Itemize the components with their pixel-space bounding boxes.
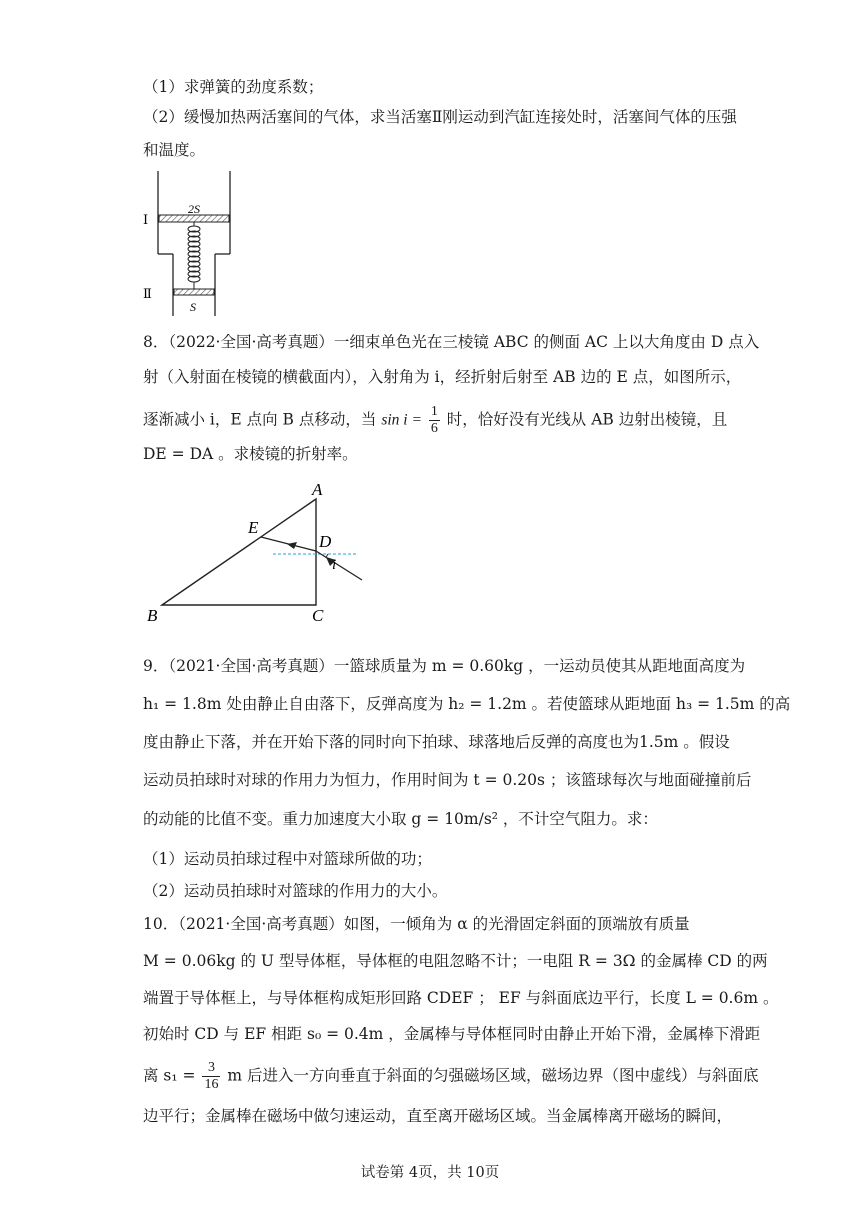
prism-figure	[140, 478, 380, 628]
q9-line5: 的动能的比值不变。重力加速度大小取 g = 10m/s² ，不计空气阻力。求：	[143, 810, 658, 828]
label-C: C	[312, 606, 324, 625]
q8-line1: 8．（2022·全国·高考真题）一细束单色光在三棱镜 ABC 的侧面 AC 上以大角度由 D 点入	[143, 333, 760, 351]
q8-sin-i: sin i =	[381, 411, 422, 429]
q9-line2: h₁ = 1.8m 处由静止自由落下，反弹高度为 h₂ = 1.2m 。若使篮球从距地面 h₃ = 1.5m 的高	[143, 695, 791, 713]
page-footer: 试卷第 4页，共 10页	[360, 1165, 500, 1181]
piston-I	[159, 215, 229, 222]
q8-line3-pre: 逐渐减小 i，E 点向 B 点移动，当	[143, 410, 377, 429]
prism-triangle	[162, 499, 316, 605]
q7-part2-line1: （2）缓慢加热两活塞间的气体，求当活塞Ⅱ刚运动到汽缸连接处时，活塞间气体的压强	[143, 108, 737, 126]
q10-line3: 端置于导体框上，与导体框构成矩形回路 CDEF ； EF 与斜面底边平行，长度 L = 0.6m 。	[143, 989, 779, 1007]
q8-line2: 射（入射面在棱镜的横截面内），入射角为 i，经折射后射至 AB 边的 E 点，如图所示，	[143, 368, 742, 386]
label-B: B	[147, 606, 158, 625]
q8-fraction: $\frac{1}{6}$	[430, 404, 438, 436]
q10-line5	[143, 1060, 759, 1093]
label-E: E	[248, 518, 259, 537]
q10-line6: 边平行；金属棒在磁场中做匀速运动，直至离开磁场区域。当金属棒离开磁场的瞬间，	[143, 1107, 733, 1125]
label-D: D	[319, 532, 332, 551]
label-A: A	[312, 480, 323, 499]
incident-ray	[316, 551, 362, 580]
label-i: i	[332, 557, 337, 573]
q9-line4: 运动员拍球时对球的作用力为恒力，作用时间为 t = 0.20s ；该篮球每次与地面碰撞前后	[143, 771, 752, 789]
q10-line2: M = 0.06kg 的 U 型导体框，导体框的电阻忽略不计；一电阻 R = 3Ω 的金属棒 CD 的两	[143, 952, 768, 970]
q7-part2-line2: 和温度。	[143, 141, 206, 159]
q9-line3: 度由静止下落，并在开始下落的同时向下拍球、球落地后反弹的高度也为1.5m 。假设	[143, 733, 730, 751]
cylinder-piston-figure	[140, 168, 240, 318]
q10-line4: 初始时 CD 与 EF 相距 s₀ = 0.4m ，金属棒与导体框同时由静止开始下滑，金属棒下滑距	[143, 1025, 761, 1043]
q8-line3	[143, 404, 727, 437]
q9-line1: 9．（2021·全国·高考真题）一篮球质量为 m = 0.60kg ，一运动员使其从距地面高度为	[143, 657, 746, 675]
q7-part1: （1）求弹簧的劲度系数；	[143, 78, 324, 96]
piston-II	[174, 289, 214, 295]
q10-line1: 10．（2021·全国·高考真题）如图，一倾角为 α 的光滑固定斜面的顶端放有质量	[143, 915, 690, 933]
label-I: Ⅰ	[143, 212, 149, 227]
q8-line4: DE = DA 。求棱镜的折射率。	[143, 445, 358, 463]
label-2S: 2S	[188, 202, 200, 216]
q10-fraction: $\frac{3}{16}$	[204, 1060, 219, 1092]
label-S: S	[190, 300, 196, 314]
q10-line5-post: m 后进入一方向垂直于斜面的匀强磁场区域，磁场边界（图中虚线）与斜面底	[227, 1066, 759, 1085]
q9-part1: （1）运动员拍球过程中对篮球所做的功；	[143, 850, 432, 868]
q9-part2: （2）运动员拍球时对篮球的作用力的大小。	[143, 882, 448, 900]
q10-line5-pre: 离 s₁ =	[143, 1066, 196, 1085]
q8-line3-post: 时，恰好没有光线从 AB 边射出棱镜，且	[446, 410, 728, 429]
label-II: Ⅱ	[143, 286, 152, 301]
spring	[188, 222, 200, 289]
